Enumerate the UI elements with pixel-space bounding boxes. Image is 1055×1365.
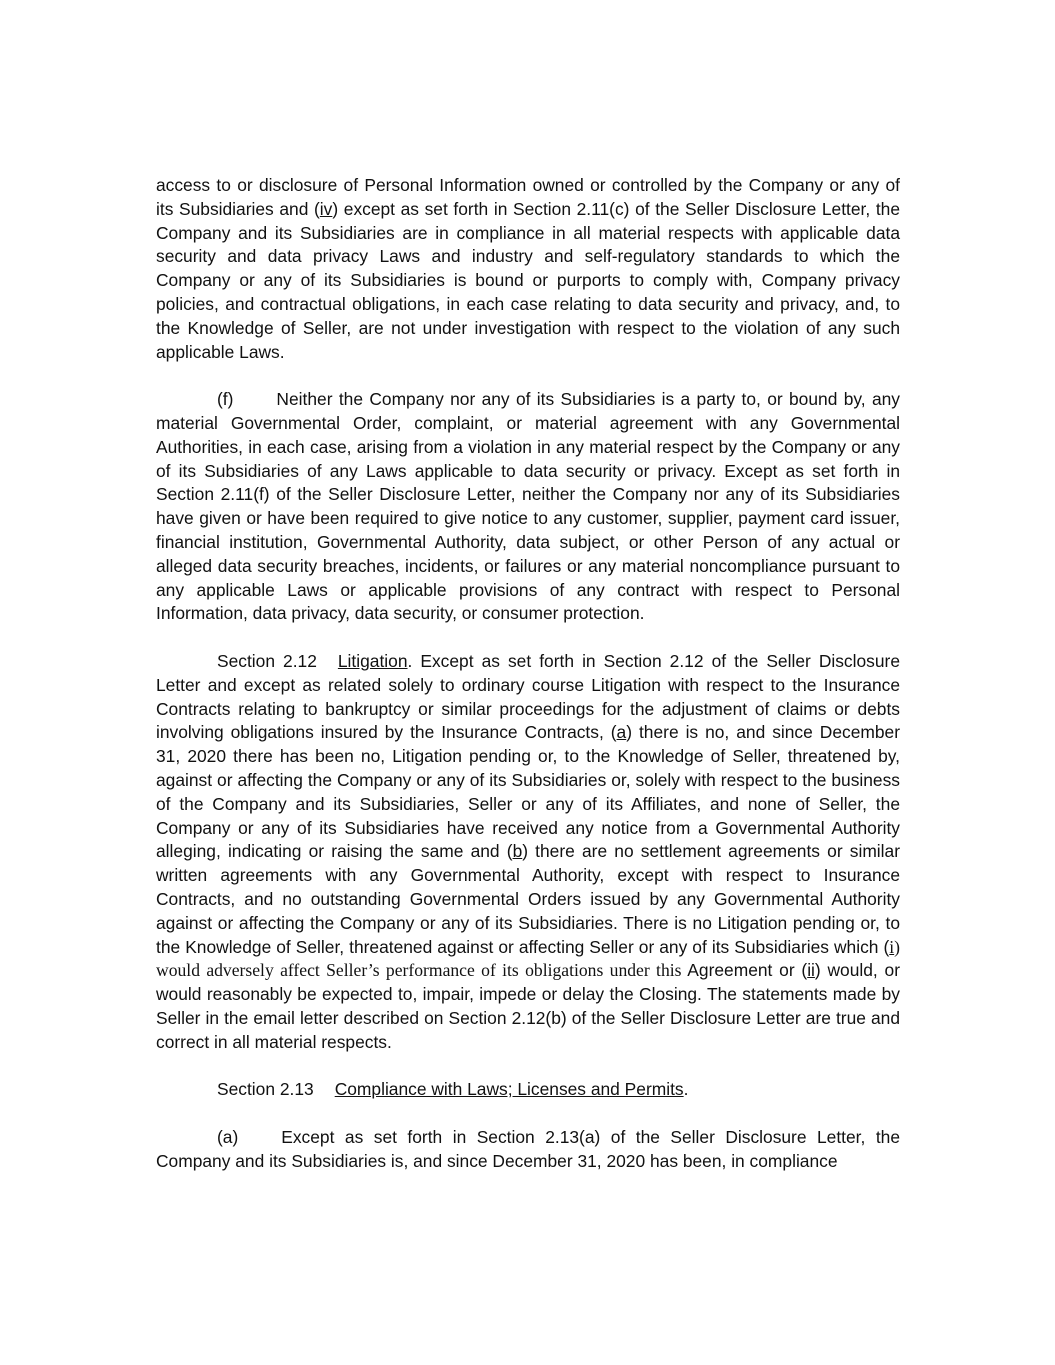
text: ) except as set forth in Section 2.11(c) of the Seller Disclosure Letter, the Company and its Subsidiaries are in compliance in all material respects with applicable data security and data privacy Laws and industry and self-regulatory standards to which the Company or any of its Subsidiaries is bound or purports to comply with, Company privacy policies, and contractual obligations, in each case relating to data security and privacy, and, to the Knowledge of Seller, are not under investigation with respect to the violation of any such applicable Laws.: [156, 198, 900, 362]
text: . Except as set forth in Section 2.12 of the Seller Disclosure Letter and except as related solely to ordinary course Litigation with respect to the Insurance Contracts relating to bankruptcy or similar proceedings for the adjustment of claims or debts involving obligations insured by the Insurance Contracts, (: [156, 650, 900, 743]
section-number: Section 2.13: [217, 1079, 314, 1100]
text: Except as set forth in Section 2.13(a) of the Seller Disclosure Letter, the Company and its Subsidiaries is, and since December 31, 2020 has been, in compliance: [156, 1126, 900, 1171]
paragraph-label: (f): [217, 389, 234, 410]
section-title: Compliance with Laws; Licenses and Permits: [334, 1079, 684, 1100]
section-2-12-litigation: [156, 650, 900, 1055]
text: ) would adversely affect Seller’s performance of its obligations under this: [156, 936, 900, 981]
text: Agreement or (: [681, 960, 808, 981]
text: access to or disclosure of Personal Information owned or controlled by the Company or any of its Subsidiaries and (: [156, 175, 900, 219]
clause-marker: i: [889, 936, 895, 957]
paragraph-a: [156, 1126, 900, 1174]
section-title: Litigation: [337, 650, 408, 671]
text: .: [683, 1079, 689, 1100]
text: ) there is no, and since December 31, 2020 there has been no, Litigation pending or, to the Knowledge of Seller, threatened by, against or affecting the Company or any of its Subsidiaries or, solely with respect to the business of the Company and its Subsidiaries, Seller or any of its Affiliates, and none of Seller, the Company or any of its Subsidiaries have received any notice from a Governmental Authority alleging, indicating or raising the same and (: [156, 722, 900, 862]
section-2-13-heading: [156, 1078, 900, 1102]
clause-marker: iv: [319, 198, 333, 219]
paragraph-privacy-compliance: [156, 174, 900, 364]
paragraph-label: (a): [217, 1126, 239, 1147]
text: ) there are no settlement agreements or similar written agreements with any Governmental Authority, except with respect to Insurance Contracts, and no outstanding Governmental Orders issued by any Governmental Authority against or affecting the Company or any of its Subsidiaries. There is no Litigation pending or, to the Knowledge of Seller, threatened against or affecting Seller or any of its Subsidiaries which (: [156, 841, 901, 957]
section-number: Section 2.12: [217, 650, 317, 671]
paragraph-f: [156, 388, 900, 626]
text: Neither the Company nor any of its Subsidiaries is a party to, or bound by, any material Governmental Order, complaint, or material agreement with any Governmental Authorities, in each case, arising from a violation in any material respect by the Company or any of its Subsidiaries of any Laws applicable to data security or privacy. Except as set forth in Section 2.11(f) of the Seller Disclosure Letter, neither the Company nor any of its Subsidiaries have given or have been required to give notice to any customer, supplier, payment card issuer, financial institution, Governmental Authority, data subject, or other Person of any actual or alleged data security breaches, incidents, or failures or any material noncompliance pursuant to any applicable Laws or applicable provisions of any contract with respect to Personal Information, data privacy, data security, or consumer protection.: [156, 389, 900, 624]
document-page: [156, 174, 900, 1173]
clause-marker: b: [512, 841, 523, 862]
clause-marker: a: [616, 722, 627, 743]
text: ) would, or would reasonably be expected to, impair, impede or delay the Closing. The statements made by Seller in the email letter described on Section 2.12(b) of the Seller Disclosure Letter are true and correct in all material respects.: [156, 960, 901, 1052]
clause-marker: ii: [807, 960, 815, 981]
